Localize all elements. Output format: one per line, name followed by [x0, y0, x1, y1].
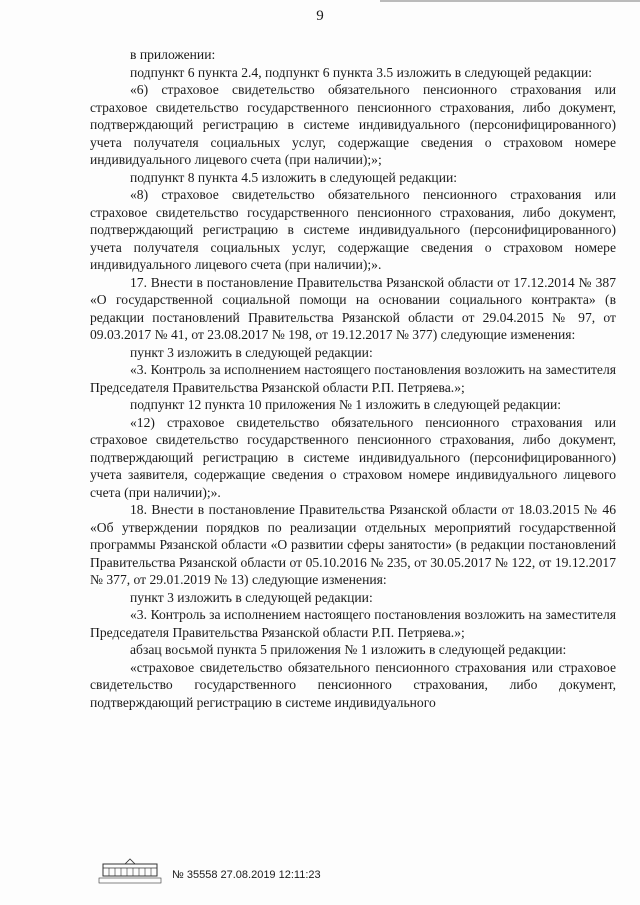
- paragraph: 18. Внести в постановление Правительства Рязанской области от 18.03.2015 № 46 «Об утверждении порядков по реализации отдельных мероприятий государственной программы Рязанской области «О развитии сферы занятости» (в редакции постановлений Правительства Рязанской области от 05.10.2016 № 235, от 30.05.2017 № 122, от 19.12.2017 № 377, от 29.01.2019 № 13) следующие изменения:: [90, 502, 616, 587]
- paragraph: «страховое свидетельство обязательного пенсионного страхования или страховое свидетельство государственного пенсионного страхования, либо документ, подтверждающий регистрацию в системе индивидуального: [90, 659, 616, 710]
- paragraph: «6) страховое свидетельство обязательного пенсионного страхования или страховое свидетельство государственного пенсионного страхования, либо документ, подтверждающий регистрацию в системе индивидуального (персонифицированного) учета получателя социальных услуг, содержащие сведения о страховом номере индивидуального лицевого счета (при наличии);»;: [90, 82, 616, 167]
- paragraph: «8) страховое свидетельство обязательного пенсионного страхования или страховое свидетельство государственного пенсионного страхования, либо документ, подтверждающий регистрацию в системе индивидуального (персонифицированного) учета получателя социальных услуг, содержащие сведения о страховом номере индивидуального лицевого счета (при наличии);».: [90, 187, 616, 272]
- paragraph: «12) страховое свидетельство обязательного пенсионного страхования или страховое свидетельство государственного пенсионного страхования, либо документ, подтверждающий регистрацию в системе индивидуального (персонифицированного) учета заявителя, содержащие сведения о страховом номере индивидуального лицевого счета (при наличии);».: [90, 414, 616, 500]
- page-number: 9: [316, 8, 324, 24]
- paragraph: в приложении:: [130, 47, 216, 62]
- document-body: [90, 46, 616, 711]
- paragraph: 17. Внести в постановление Правительства Рязанской области от 17.12.2014 № 387 «О государственной социальной помощи на основании социального контракта» (в редакции постановлений Правительства Рязанской области от 29.04.2015 № 97, от 09.03.2017 № 41, от 23.08.2017 № 198, от 19.12.2017 № 377) следующие изменения:: [90, 274, 616, 342]
- registration-stamp: № 35558 27.08.2019 12:11:23: [172, 869, 321, 881]
- paragraph: пункт 3 изложить в следующей редакции:: [130, 589, 373, 605]
- paragraph: абзац восьмой пункта 5 приложения № 1 изложить в следующей редакции:: [130, 642, 567, 657]
- paragraph: пункт 3 изложить в следующей редакции:: [130, 344, 373, 360]
- paragraph: «3. Контроль за исполнением настоящего постановления возложить на заместителя Председателя Правительства Рязанской области Р.П. Петряева.»;: [90, 607, 616, 640]
- paragraph: подпункт 6 пункта 2.4, подпункт 6 пункта 3.5 изложить в следующей редакции:: [130, 64, 593, 80]
- paragraph: подпункт 8 пункта 4.5 изложить в следующей редакции:: [130, 169, 458, 185]
- scan-edge-artifact: [380, 0, 640, 2]
- paragraph: подпункт 12 пункта 10 приложения № 1 изложить в следующей редакции:: [130, 397, 562, 412]
- paragraph: «3. Контроль за исполнением настоящего постановления возложить на заместителя Председателя Правительства Рязанской области Р.П. Петряева.»;: [90, 362, 616, 395]
- office-logo-icon: [95, 858, 165, 886]
